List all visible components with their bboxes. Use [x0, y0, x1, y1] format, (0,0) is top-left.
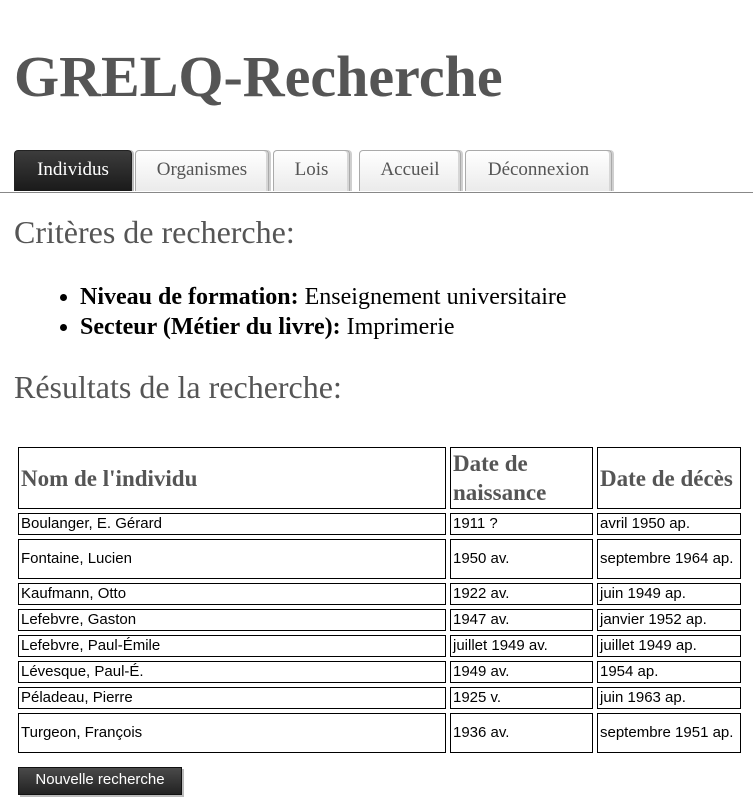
cell-name: Lefebvre, Paul-Émile [18, 635, 446, 657]
cell-death: septembre 1964 ap. [597, 539, 741, 579]
criteria-label: Niveau de formation: [80, 284, 299, 310]
criteria-value: Imprimerie [346, 314, 455, 340]
tab-deconnexion[interactable]: Déconnexion [465, 150, 612, 191]
tab-individus[interactable]: Individus [14, 150, 132, 191]
cell-death: avril 1950 ap. [597, 513, 741, 535]
cell-birth: 1949 av. [450, 661, 593, 683]
results-table [14, 443, 745, 757]
column-header-birth: Date de naissance [450, 447, 593, 509]
cell-death: septembre 1951 ap. [597, 713, 741, 753]
cell-birth: 1922 av. [450, 583, 593, 605]
cell-name: Péladeau, Pierre [18, 687, 446, 709]
criteria-heading: Critères de recherche: [14, 214, 295, 250]
column-header-death: Date de décès [597, 447, 741, 509]
criteria-item [80, 312, 567, 342]
cell-birth: 1950 av. [450, 539, 593, 579]
criteria-value: Enseignement universitaire [304, 284, 567, 310]
table-row [18, 513, 741, 535]
table-row [18, 687, 741, 709]
cell-death: juin 1949 ap. [597, 583, 741, 605]
cell-death: juin 1963 ap. [597, 687, 741, 709]
cell-death: juillet 1949 ap. [597, 635, 741, 657]
tab-organismes[interactable]: Organismes [135, 150, 269, 191]
tab-accueil[interactable]: Accueil [359, 150, 461, 191]
cell-name: Fontaine, Lucien [18, 539, 446, 579]
cell-birth: juillet 1949 av. [450, 635, 593, 657]
criteria-label: Secteur (Métier du livre): [80, 314, 341, 340]
table-row [18, 609, 741, 631]
cell-name: Kaufmann, Otto [18, 583, 446, 605]
cell-birth: 1925 v. [450, 687, 593, 709]
table-row [18, 661, 741, 683]
main-tabs [0, 150, 753, 193]
table-row [18, 583, 741, 605]
app-title: GRELQ-Recherche [14, 44, 503, 109]
table-header-row [18, 447, 741, 509]
cell-death: janvier 1952 ap. [597, 609, 741, 631]
column-header-name: Nom de l'individu [18, 447, 446, 509]
new-search-button[interactable]: Nouvelle recherche [18, 767, 182, 795]
table-row [18, 635, 741, 657]
cell-birth: 1936 av. [450, 713, 593, 753]
results-heading: Résultats de la recherche: [14, 369, 342, 405]
cell-name: Boulanger, E. Gérard [18, 513, 446, 535]
table-row [18, 713, 741, 753]
cell-birth: 1947 av. [450, 609, 593, 631]
table-row [18, 539, 741, 579]
cell-name: Turgeon, François [18, 713, 446, 753]
criteria-item [80, 282, 567, 312]
cell-name: Lefebvre, Gaston [18, 609, 446, 631]
cell-birth: 1911 ? [450, 513, 593, 535]
cell-name: Lévesque, Paul-É. [18, 661, 446, 683]
tab-lois[interactable]: Lois [273, 150, 350, 191]
criteria-list [50, 282, 567, 342]
cell-death: 1954 ap. [597, 661, 741, 683]
